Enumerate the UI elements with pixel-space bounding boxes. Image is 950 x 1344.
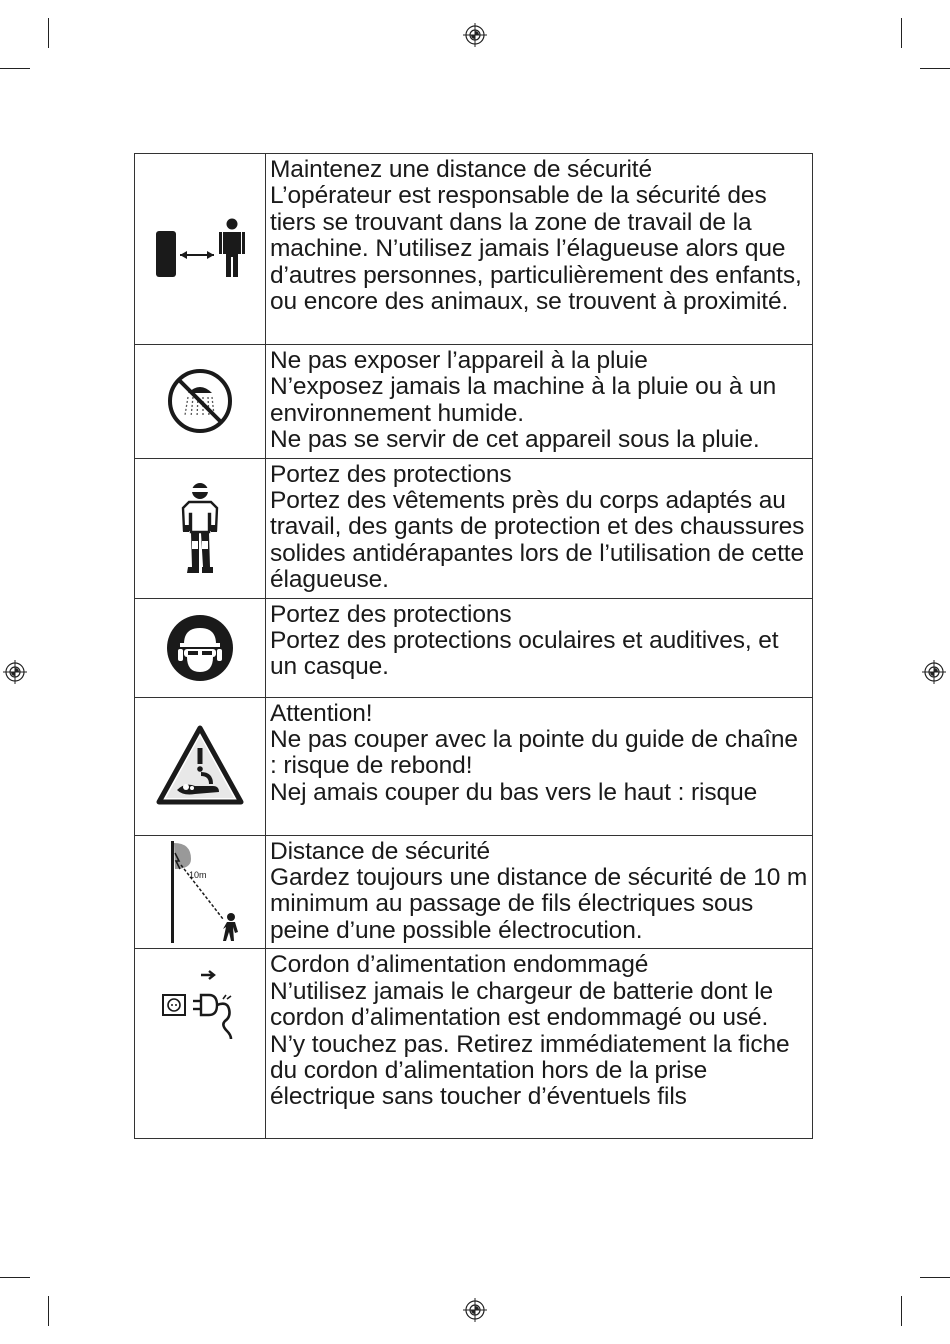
instruction-text [266, 949, 813, 1139]
instruction-body: Portez des protections oculaires et auditives, et un casque. [270, 627, 779, 681]
safety-distance-icon [152, 217, 248, 281]
instruction-title: Distance de sécurité [270, 837, 490, 865]
registration-mark-icon [2, 659, 28, 685]
crop-mark [901, 18, 902, 48]
protective-clothing-icon [175, 481, 225, 575]
table-row [135, 345, 813, 459]
instruction-title: Cordon d’alimentation endommagé [270, 951, 649, 979]
instruction-text [266, 345, 813, 459]
power-line-distance-icon [161, 839, 241, 945]
instruction-body: N’exposez jamais la machine à la pluie ou à un environnement humide. Ne pas se servir de cet appareil sous la pluie. [270, 373, 777, 454]
instruction-text [266, 458, 813, 598]
instruction-title: Maintenez une distance de sécurité [270, 156, 653, 183]
instruction-body: Ne pas couper avec la pointe du guide de chaîne : risque de rebond! Nej amais couper du bas vers le haut : risque [270, 726, 798, 806]
icon-cell [135, 598, 266, 697]
instruction-body: Gardez toujours une distance de sécurité de 10 m minimum au passage de fils électriques sous peine d’une possible électrocution. [270, 864, 808, 944]
safety-instructions-table [134, 153, 813, 1139]
crop-mark [0, 1277, 30, 1278]
crop-mark [920, 68, 950, 69]
instruction-text [266, 835, 813, 949]
table-row [135, 949, 813, 1139]
icon-cell [135, 154, 266, 345]
distance-label: 10m [189, 869, 207, 880]
crop-mark [920, 1277, 950, 1278]
registration-mark-icon [462, 1297, 488, 1323]
registration-mark-icon [462, 22, 488, 48]
crop-mark [48, 18, 49, 48]
instruction-text [266, 154, 813, 345]
helmet-goggles-ear-icon [166, 614, 234, 682]
icon-cell [135, 458, 266, 598]
crop-mark [48, 1296, 49, 1326]
instruction-title: Ne pas exposer l’appareil à la pluie [270, 347, 648, 374]
instruction-title: Portez des protections [270, 600, 512, 628]
crop-mark [0, 68, 30, 69]
no-rain-icon [166, 367, 234, 435]
instruction-body: Portez des vêtements près du corps adaptés au travail, des gants de protection et des chaussures solides antidérapantes lors de l’utilisation de cette élagueuse. [270, 487, 805, 594]
instruction-text [266, 697, 813, 835]
instruction-title: Portez des protections [270, 460, 512, 488]
instruction-text [266, 598, 813, 697]
damaged-cord-icon [155, 969, 245, 1039]
table-row [135, 835, 813, 949]
table-row [135, 598, 813, 697]
instruction-body: N’utilisez jamais le chargeur de batterie dont le cordon d’alimentation est endommagé ou usé. N’y touchez pas. Retirez immédiatement la fiche du cordon d’alimentation hors de la prise électrique sans toucher d’éventuels fils [270, 977, 790, 1111]
instruction-body: L’opérateur est responsable de la sécurité des tiers se trouvant dans la zone de travail de la machine. N’utilisez jamais l’élagueuse alors que d’autres personnes, particulièrement des enfants, ou encore des animaux, se trouvent à proximité. [270, 182, 802, 316]
table-row [135, 458, 813, 598]
icon-cell [135, 345, 266, 459]
registration-mark-icon [921, 659, 947, 685]
crop-mark [901, 1296, 902, 1326]
table-row [135, 697, 813, 835]
icon-cell [135, 835, 266, 949]
instruction-title: Attention! [270, 699, 373, 727]
icon-cell [135, 949, 266, 1139]
kickback-warning-icon [155, 724, 245, 808]
icon-cell [135, 697, 266, 835]
table-row [135, 154, 813, 345]
